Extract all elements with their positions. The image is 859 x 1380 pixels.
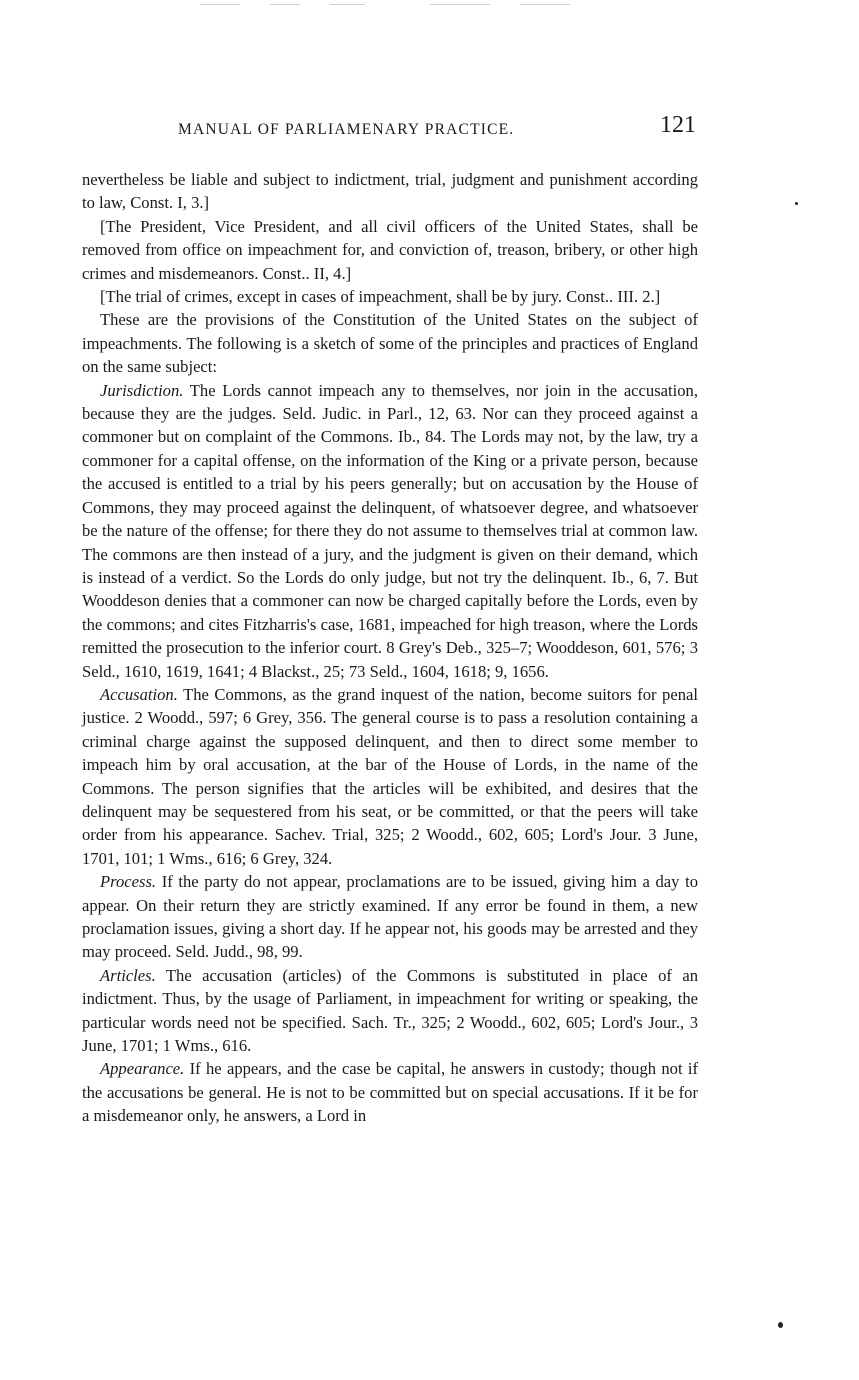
paragraph-heading: Jurisdiction. xyxy=(100,380,184,400)
paragraph-text: The accusation (articles) of the Commons is substituted in place of an indictment. Thus, by the usage of Parliament, in impeachment for writing or speaking, the particular words need not be specified. Sach. Tr., 325; 2 Woodd., 602, 605; Lord's Jour., 3 June, 1701; 1 Wms., 616. xyxy=(82,965,698,1056)
scan-edge-mark xyxy=(520,4,570,5)
running-head: MANUAL OF PARLIAMENARY PRACTICE. xyxy=(178,121,515,138)
paragraph-text: These are the provisions of the Constitution of the United States on the subject of impeachments. The following is a sketch of some of the principles and practices of England on the same subject: xyxy=(82,310,698,377)
paragraph xyxy=(82,308,698,378)
paragraph-text: The Commons, as the grand inquest of the nation, become suitors for penal justice. 2 Woodd., 597; 6 Grey, 356. The general course is to pass a resolution containing a criminal charge against the supposed delinquent, and then to direct some member to impeach him by oral accusation, at the bar of the House of Lords, in the name of the Commons. The person signifies that the articles will be exhibited, and desires that the delinquent may be sequestered from his seat, or be committed, or that the peers will take order from his appearance. Sachev. Trial, 325; 2 Woodd., 602, 605; Lord's Jour. 3 June, 1701, 101; 1 Wms., 616; 6 Grey, 324. xyxy=(82,684,698,868)
body-text xyxy=(82,168,698,1128)
paragraph-text: If the party do not appear, proclamations are to be issued, giving him a day to appear. On their return they are strictly examined. If any error be found in them, a new proclamation issues, giving a short day. If he appear not, his goods may be arrested and they may proceed. Seld. Judd., 98, 99. xyxy=(82,872,698,962)
scan-edge-mark xyxy=(330,4,365,5)
paragraph-text: nevertheless be liable and subject to indictment, trial, judgment and punishment according to law, Const. I, 3.] xyxy=(82,170,698,213)
paragraph xyxy=(82,215,698,285)
page-header xyxy=(82,112,698,146)
paragraph-text: The Lords cannot impeach any to themselves, nor join in the accusation, because they are the judges. Seld. Judic. in Parl., 12, 63. Nor can they proceed against a commoner but on complaint of the Commons. Ib., 84. The Lords may not, by the law, try a commoner for a capital offense, on the information of the King or a private person, because the accused is entitled to a trial by his peers generally; but on accusation by the House of Commons, they may proceed against the delinquent, of whatsoever degree, and whatsoever be the nature of the offense; for there they do not assume to themselves trial at common law. The commons are then instead of a jury, and the judgment is given on their demand, which is instead of a verdict. So the Lords do only judge, but not try the delinquent. Ib., 6, 7. But Wooddeson denies that a commoner can now be charged capitally before the Lords, even by the commons; and cites Fitzharris's case, 1681, impeached for high treason, where the Lords remitted the prosecution to the inferior court. 8 Grey's Deb., 325–7; Wooddeson, 601, 576; 3 Seld., 1610, 1619, 1641; 4 Blackst., 25; 73 Seld., 1604, 1618; 9, 1656. xyxy=(82,380,698,681)
page-number: 121 xyxy=(660,112,696,138)
scan-speck xyxy=(795,202,798,205)
scan-edge-mark xyxy=(200,4,240,5)
paragraph-appearance xyxy=(82,1057,698,1127)
paragraph-text: [The President, Vice President, and all civil officers of the United States, shall be removed from office on impeachment for, and conviction of, treason, bribery, or other high crimes and misdemeanors. Const.. II, 4.] xyxy=(82,216,698,283)
paragraph-heading: Articles. xyxy=(100,965,156,985)
paragraph-text: If he appears, and the case be capital, he answers in custody; though not if the accusations be general. He is not to be committed but on special accusations. If it be for a misdemeanor only, he answers, a Lord in xyxy=(82,1059,698,1126)
scan-edge-mark xyxy=(430,4,490,5)
paragraph xyxy=(82,168,698,215)
paragraph-accusation xyxy=(82,683,698,870)
paragraph-heading: Appearance. xyxy=(100,1059,185,1079)
paragraph-jurisdiction xyxy=(82,379,698,683)
paragraph xyxy=(82,285,698,308)
paragraph-articles xyxy=(82,964,698,1058)
paragraph-text: [The trial of crimes, except in cases of impeachment, shall be by jury. Const.. III. 2.] xyxy=(100,287,661,307)
paragraph-process xyxy=(82,870,698,964)
scan-speck xyxy=(778,1322,783,1328)
scan-edge-mark xyxy=(270,4,300,5)
paragraph-heading: Accusation. xyxy=(100,684,178,704)
paragraph-heading: Process. xyxy=(100,872,157,892)
